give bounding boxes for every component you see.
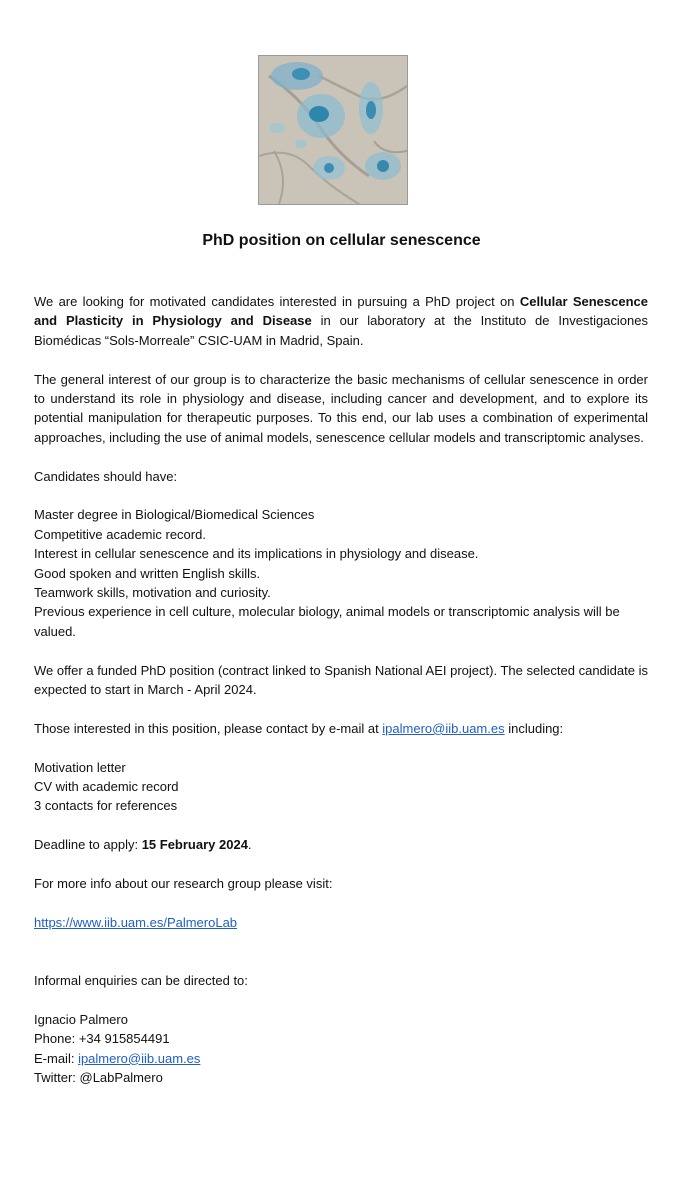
- contact-phone: Phone: +34 915854491: [34, 1031, 170, 1047]
- list-item: Good spoken and written English skills.: [34, 565, 261, 581]
- contact-details: [34, 1010, 648, 1088]
- requirements-list: [34, 505, 648, 641]
- lab-link-paragraph: [34, 913, 648, 932]
- deadline-date: 15 February 2024: [141, 837, 248, 853]
- list-item: 3 contacts for references: [34, 798, 178, 814]
- list-item: Teamwork skills, motivation and curiosity.: [34, 585, 271, 601]
- enquiries-paragraph: Informal enquiries can be directed to:: [34, 973, 248, 989]
- project-title: Cellular Senescence and Plasticity in Physiology and Disease: [34, 294, 648, 329]
- spacer: [34, 952, 648, 971]
- contact-email-label: E-mail:: [34, 1050, 79, 1066]
- more-info-paragraph: For more info about our research group please visit:: [34, 876, 333, 892]
- list-item: Motivation letter: [34, 759, 126, 775]
- list-item: Competitive academic record.: [34, 526, 206, 542]
- contact-twitter: Twitter: @LabPalmero: [34, 1070, 163, 1086]
- email-link[interactable]: ipalmero@iib.uam.es: [382, 720, 505, 736]
- contact-paragraph: [34, 719, 648, 738]
- interest-paragraph: The general interest of our group is to characterize the basic mechanisms of cellular senescence in order to understand its role in physiology and disease, including cancer and development, and to explore its potential manipulation for therapeutic purposes. To this end, our lab uses a combination of experimental approaches, including the use of animal models, senescence cellular models and transcriptomic analyses.: [34, 371, 648, 445]
- contact-text-end: including:: [504, 720, 564, 736]
- list-item: Interest in cellular senescence and its implications in physiology and disease.: [34, 546, 479, 562]
- offer-paragraph: We offer a funded PhD position (contract linked to Spanish National AEI project). The selected candidate is expected to start in March - April 2024.: [34, 662, 648, 698]
- contact-name: Ignacio Palmero: [34, 1011, 128, 1027]
- deadline-end: .: [247, 837, 252, 853]
- contact-text: Those interested in this position, please contact by e-mail at: [34, 720, 383, 736]
- deadline-label: Deadline to apply:: [34, 837, 142, 853]
- announcement-body: [34, 292, 648, 1107]
- requirements-heading: Candidates should have:: [34, 468, 178, 484]
- list-item: Previous experience in cell culture, molecular biology, animal models or transcriptomic analysis will be valued.: [34, 604, 620, 639]
- intro-paragraph: [34, 292, 648, 350]
- list-item: CV with academic record: [34, 779, 179, 795]
- deadline-paragraph: [34, 835, 648, 854]
- intro-text: We are looking for motivated candidates interested in pursuing a PhD project on: [34, 294, 520, 309]
- cell-micrograph-image: [258, 55, 408, 205]
- contact-email-link[interactable]: ipalmero@iib.uam.es: [78, 1050, 201, 1066]
- page-title: PhD position on cellular senescence: [202, 232, 481, 249]
- lab-website-link[interactable]: https://www.iib.uam.es/PalmeroLab: [34, 914, 238, 930]
- list-item: Master degree in Biological/Biomedical Sciences: [34, 507, 315, 523]
- documents-list: [34, 758, 648, 816]
- intro-text-end: in our laboratory at the Instituto de Investigaciones Biomédicas “Sols-Morreale” CSIC-UAM in Madrid, Spain.: [34, 313, 648, 348]
